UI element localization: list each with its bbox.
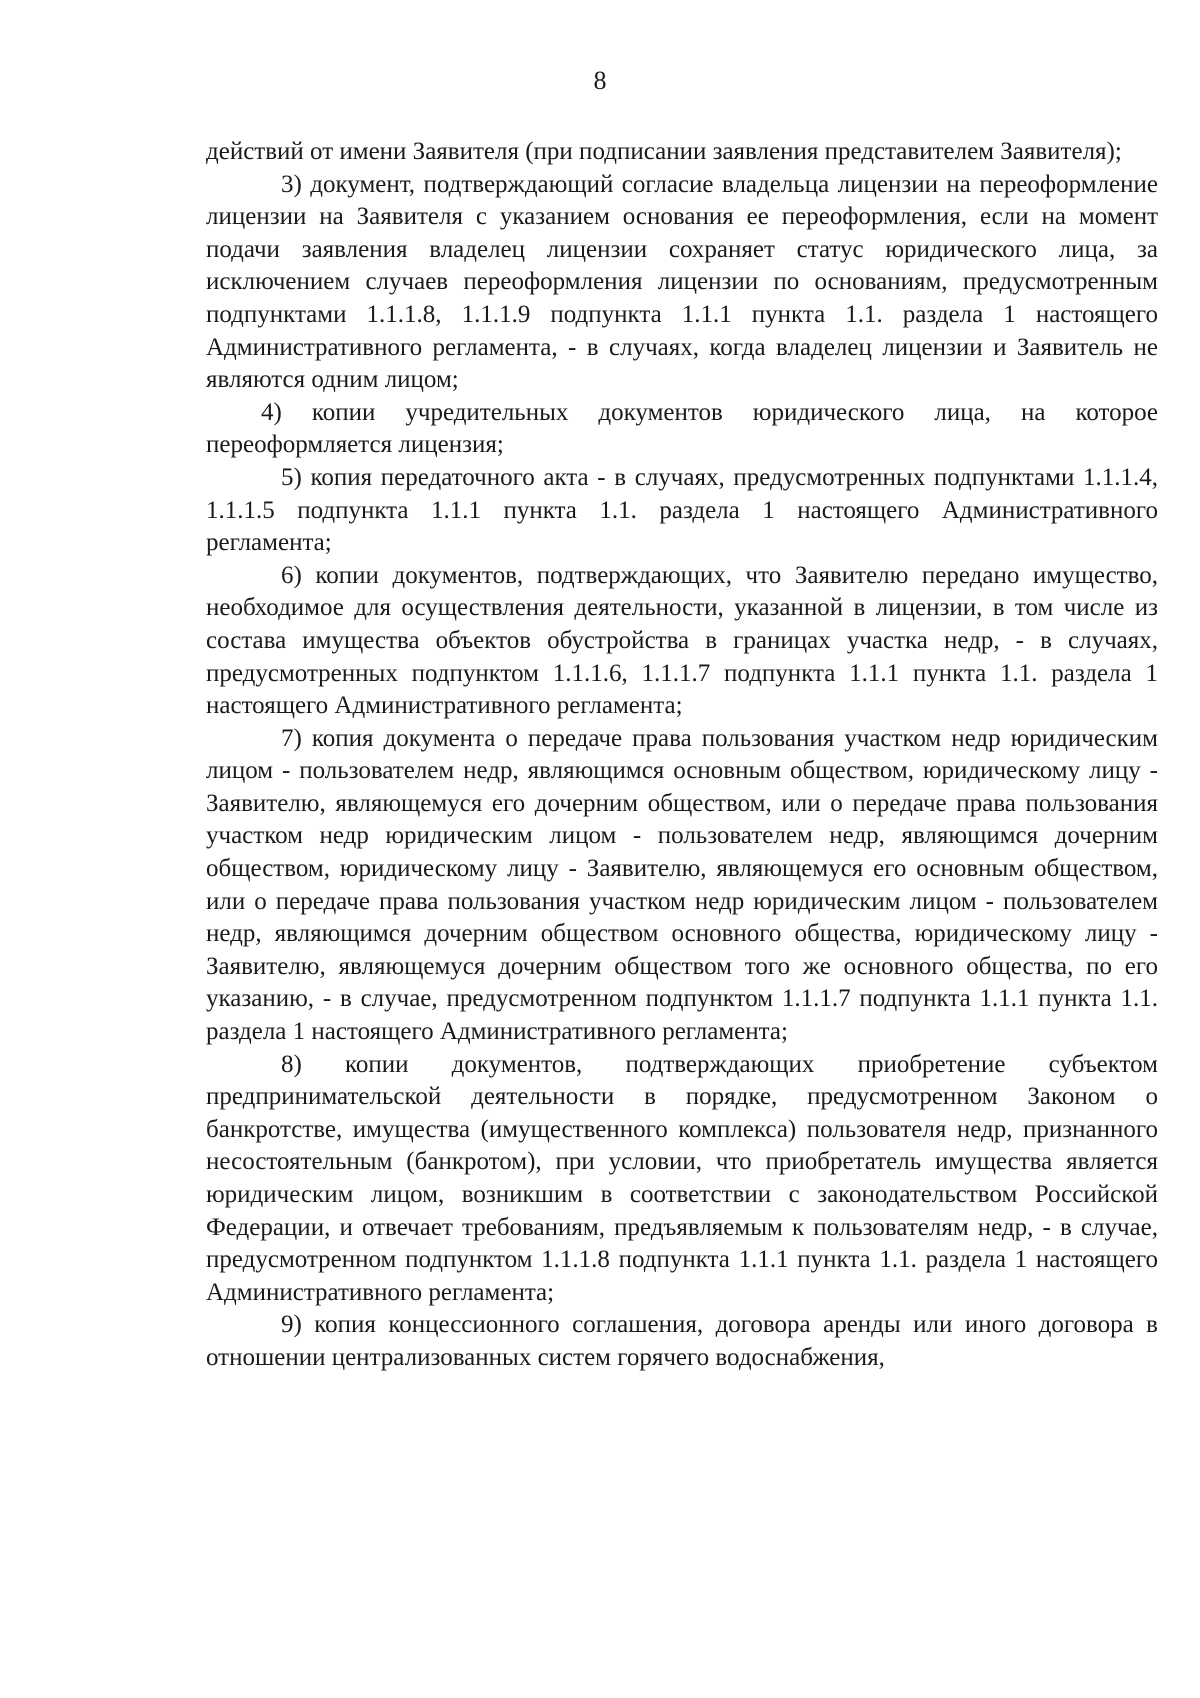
paragraph-continuation: действий от имени Заявителя (при подписании заявления представителем Заявителя);	[206, 138, 1122, 165]
list-item-7: 7) копия документа о передаче права пользования участком недр юридическим лицом - пользователем недр, являющимся основным обществом, юридическому лицу - Заявителю, являющемуся его дочерним обществом, или о передаче права пользования участком недр юридическим лицом - пользователем недр, являющимся дочерним обществом, юридическому лицу - Заявителю, являющемуся его основным обществом, или о передаче права пользования участком недр юридическим лицом - пользователем недр, являющимся дочерним обществом основного общества, юридическому лицу - Заявителю, являющемуся дочерним обществом того же основного общества, по его указанию, - в случае, предусмотренном подпунктом 1.1.1.7 подпункта 1.1.1 пункта 1.1. раздела 1 настоящего Административного регламента;	[206, 724, 1158, 1046]
list-item-4: 4) копии учредительных документов юридического лица, на которое переоформляется лицензия;	[206, 398, 1158, 459]
list-item-9: 9) копия концессионного соглашения, договора аренды или иного договора в отношении централизованных систем горячего водоснабжения,	[206, 1311, 1158, 1371]
list-item-6: 6) копии документов, подтверждающих, что Заявителю передано имущество, необходимое для осуществления деятельности, указанной в лицензии, в том числе из состава имущества объектов обустройства в границах участка недр, - в случаях, предусмотренных подпунктом 1.1.1.6, 1.1.1.7 подпункта 1.1.1 пункта 1.1. раздела 1 настоящего Административного регламента;	[206, 561, 1158, 720]
page-number: 8	[593, 66, 607, 95]
list-item-3: 3) документ, подтверждающий согласие владельца лицензии на переоформление лицензии на Заявителя с указанием основания ее переоформления, если на момент подачи заявления владелец лицензии сохраняет статус юридического лица, за исключением случаев переоформления лицензии по основаниям, предусмотренным подпунктами 1.1.1.8, 1.1.1.9 подпункта 1.1.1 пункта 1.1. раздела 1 настоящего Административного регламента, - в случаях, когда владелец лицензии и Заявитель не являются одним лицом;	[206, 170, 1158, 394]
list-item-5: 5) копия передаточного акта - в случаях, предусмотренных подпунктами 1.1.1.4, 1.1.1.5 подпункта 1.1.1 пункта 1.1. раздела 1 настоящего Административного регламента;	[206, 463, 1158, 557]
list-item-8: 8) копии документов, подтверждающих приобретение субъектом предпринимательской деятельности в порядке, предусмотренном Законом о банкротстве, имущества (имущественного комплекса) пользователя недр, признанного несостоятельным (банкротом), при условии, что приобретатель имущества является юридическим лицом, возникшим в соответствии с законодательством Российской Федерации, и отвечает требованиям, предъявляемым к пользователям недр, - в случае, предусмотренном подпунктом 1.1.1.8 подпункта 1.1.1 пункта 1.1. раздела 1 настоящего Административного регламента;	[206, 1050, 1158, 1306]
document-body	[206, 136, 1158, 1375]
